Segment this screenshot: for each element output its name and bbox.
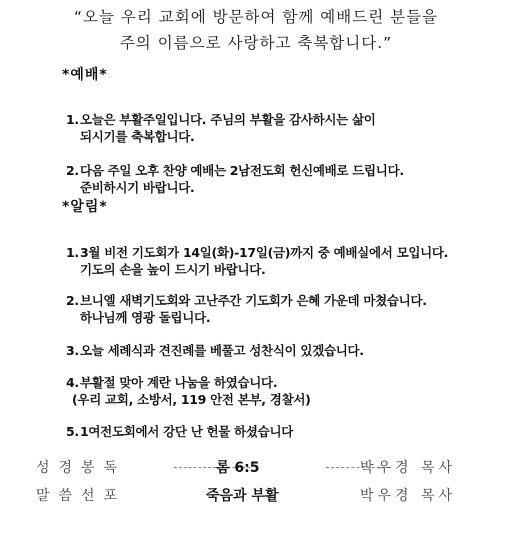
scripture-reading-label: 성경봉독 <box>36 460 127 476</box>
item-number: 1. <box>66 112 79 127</box>
item-text: 1여전도회에서 강단 난 헌물 하셨습니다 <box>80 424 294 439</box>
item-text-continued: 하나님께 영광 돌립니다. <box>80 310 211 325</box>
item-text-continued: 준비하시기 바랍니다. <box>80 180 195 195</box>
item-text: 다음 주일 오후 찬양 예배는 2남전도회 헌신예배로 드립니다. <box>80 163 404 178</box>
worship-item-2 <box>66 145 496 213</box>
sermon-title: 죽음과 부활 <box>206 488 279 504</box>
item-number: 2. <box>66 163 79 178</box>
item-number: 4. <box>66 375 79 390</box>
worship-section-title: *예배* <box>62 67 108 83</box>
sermon-preacher: 박우경 목사 <box>360 488 457 504</box>
scripture-reference: 롬 6:5 <box>216 460 260 476</box>
welcome-message <box>0 4 512 56</box>
scripture-reading-row <box>36 457 476 479</box>
item-text: 오늘은 부활주일입니다. 주님의 부활을 감사하시는 삶이 <box>80 112 376 127</box>
item-text: 3월 비전 기도회가 14일(화)-17일(금)까지 중 예배실에서 모입니다. <box>80 245 449 260</box>
item-text-continued: (우리 교회, 소방서, 119 안전 본부, 경찰서) <box>72 392 311 407</box>
sermon-label: 말씀선포 <box>36 488 127 504</box>
item-number: 3. <box>66 343 79 358</box>
notice-item-5 <box>66 406 496 440</box>
item-text: 부활절 맞아 계란 나눔을 하였습니다. <box>80 375 278 390</box>
item-number: 1. <box>66 245 79 260</box>
item-text: 브니엘 새벽기도회와 고난주간 기도회가 은혜 가운데 마쳤습니다. <box>80 293 427 308</box>
welcome-line-1: “오늘 우리 교회에 방문하여 함께 예배드린 분들을 <box>73 8 439 26</box>
notice-section-title: *알림* <box>62 199 108 215</box>
item-number: 2. <box>66 293 79 308</box>
scripture-reader: 박우경 목사 <box>360 460 457 476</box>
welcome-line-2: 주의 이름으로 사랑하고 축복합니다.” <box>119 34 393 52</box>
item-number: 5. <box>66 424 79 439</box>
notice-item-3 <box>66 325 496 359</box>
sermon-row <box>36 485 476 507</box>
item-text-continued: 기도의 손을 높이 드시기 바랍니다. <box>80 262 266 277</box>
item-text: 오늘 세례식과 견진례를 베풀고 성찬식이 있겠습니다. <box>80 343 364 358</box>
item-text-continued: 되시기를 축복합니다. <box>80 129 195 144</box>
